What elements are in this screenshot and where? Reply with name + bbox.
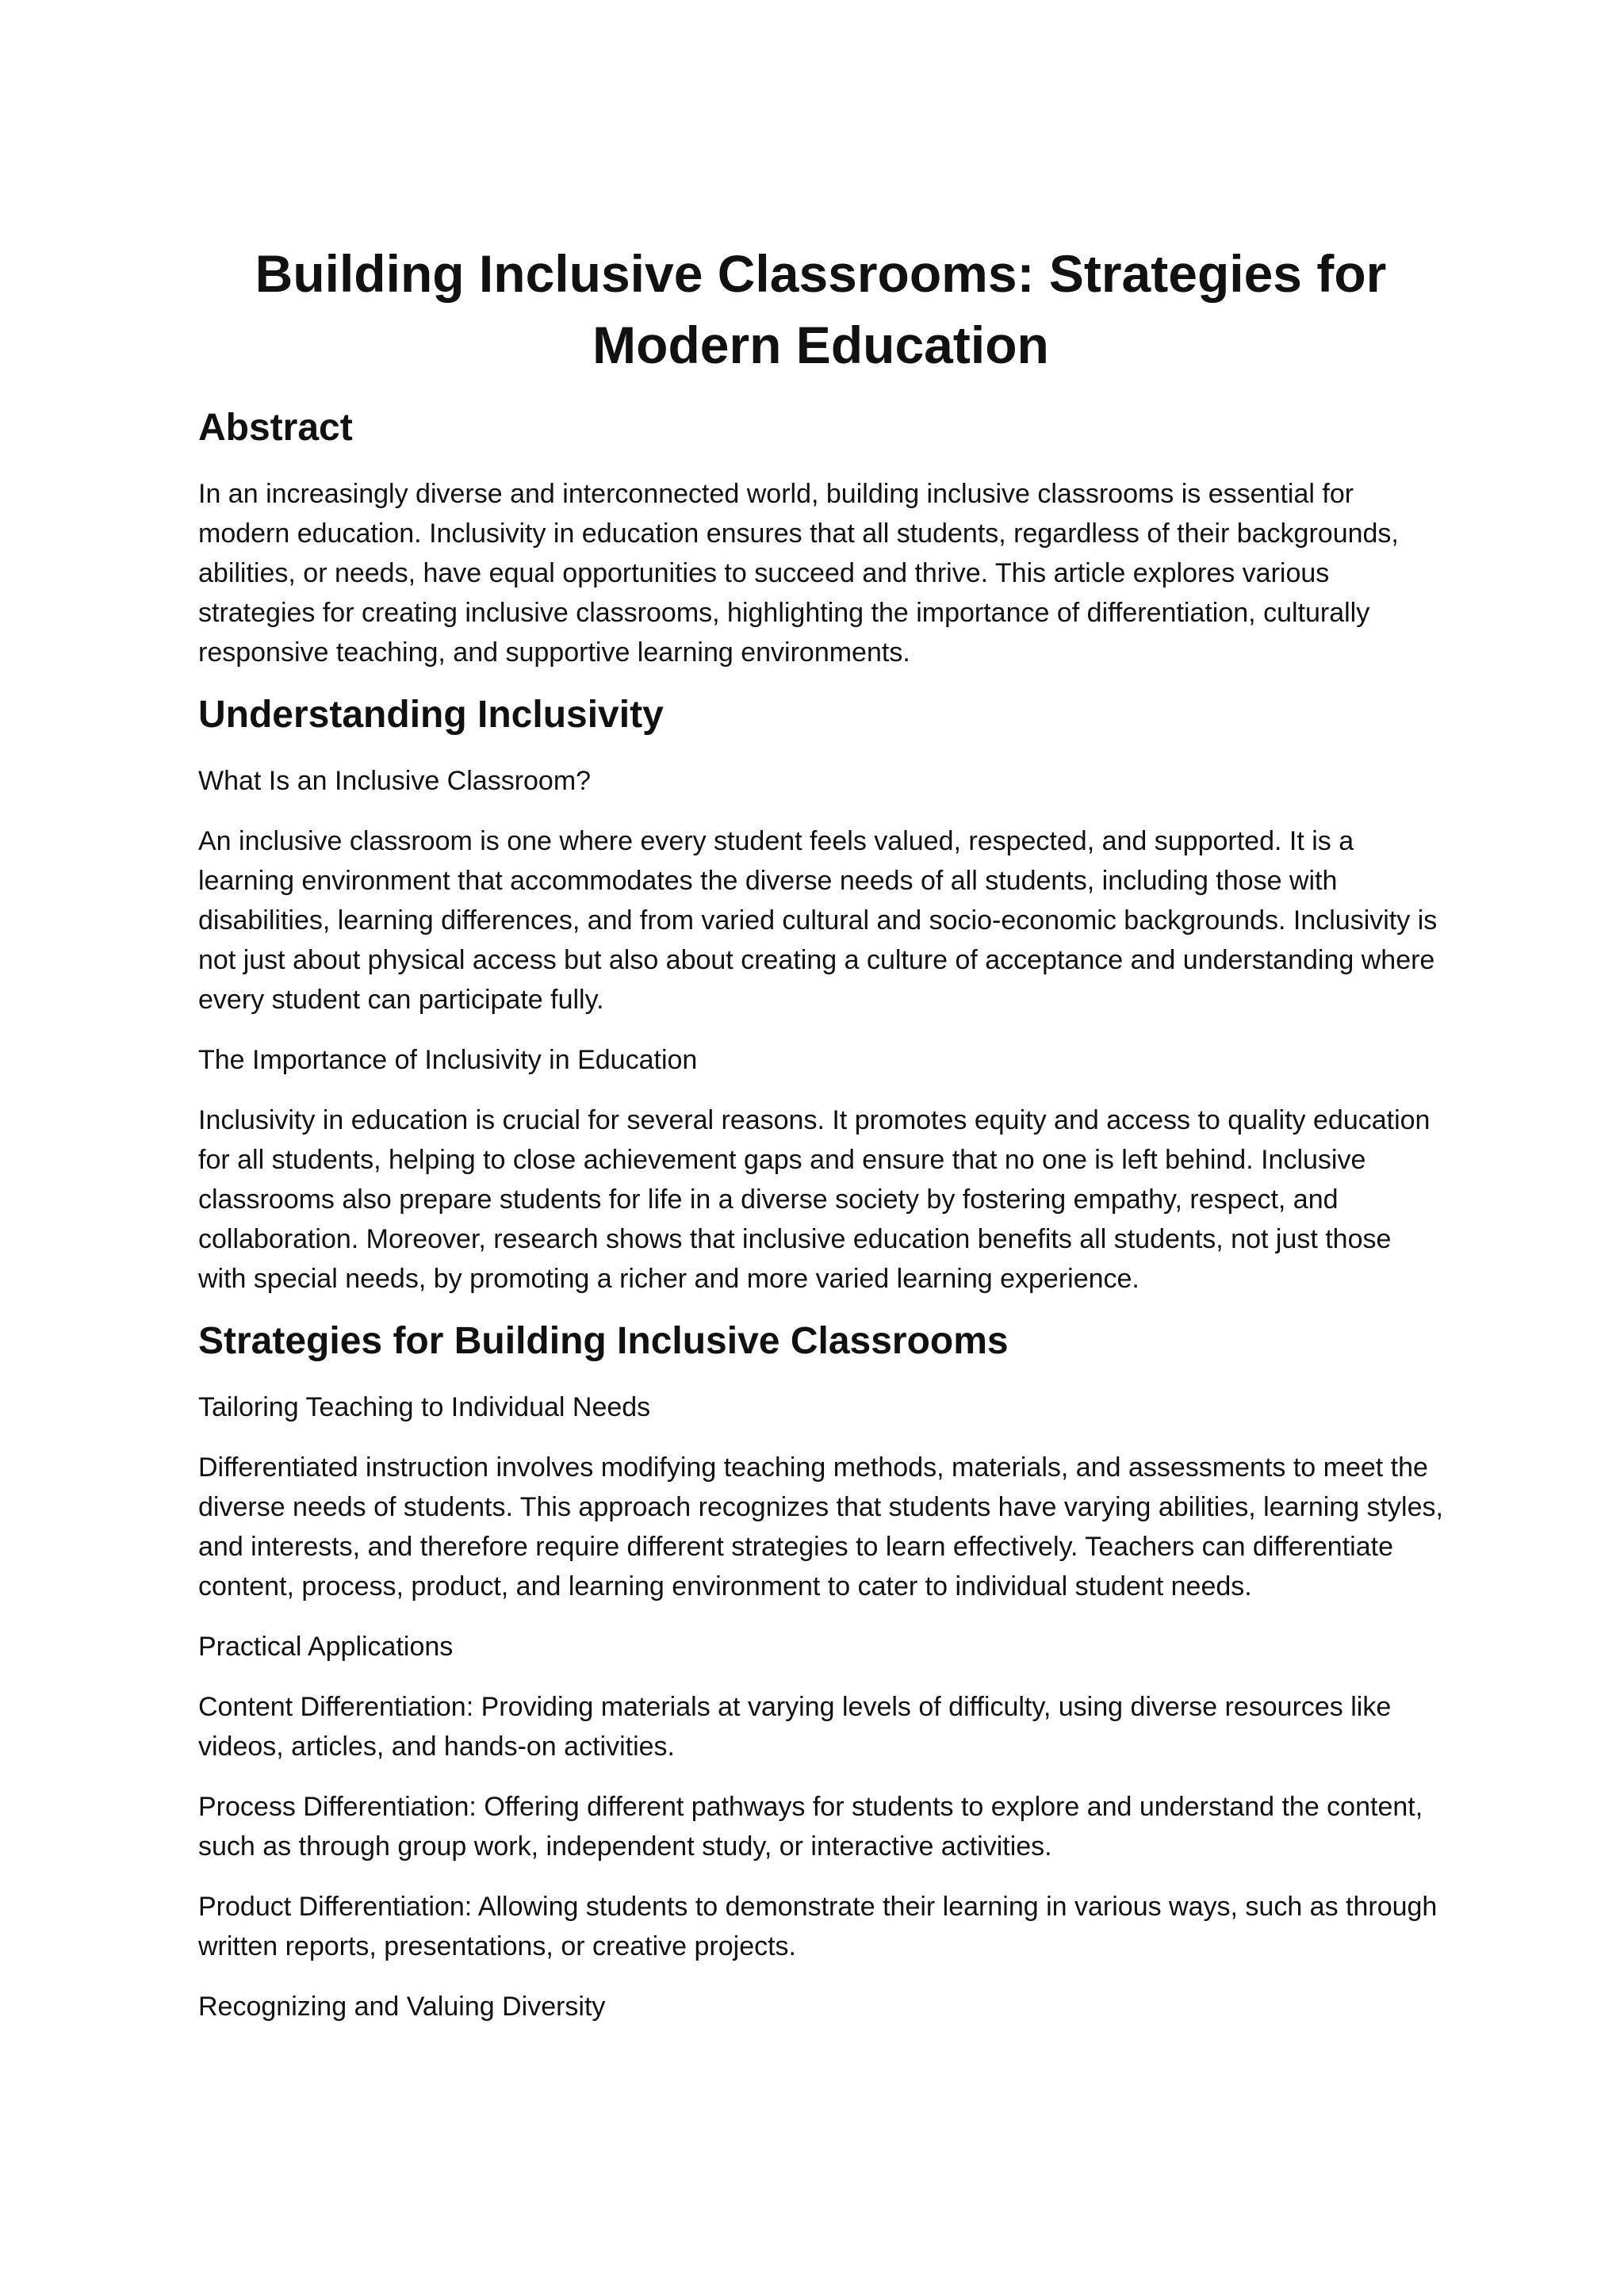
understanding-subheading-what: What Is an Inclusive Classroom?: [198, 766, 592, 796]
document-body: [198, 404, 1443, 2047]
understanding-paragraph-definition: An inclusive classroom is one where every student feels valued, respected, and supported. It is a learning environment that accommodates the diverse needs of all students, including those with disabilities, learning differences, and from varied cultural and socio-economic backgrounds. Inclusivity is not just about physical access but also about creating a culture of acceptance and understanding where every student can participate fully.: [198, 826, 1438, 1015]
content-differentiation-paragraph: Content Differentiation: Providing materials at varying levels of difficulty, using diverse resources like videos, articles, and hands-on activities.: [198, 1692, 1392, 1762]
abstract-paragraph: In an increasingly diverse and interconnected world, building inclusive classrooms is essential for modern education. Inclusivity in education ensures that all students, regardless of their backgrounds, abilities, or needs, have equal opportunities to succeed and thrive. This article explores various strategies for creating inclusive classrooms, highlighting the importance of differentiation, culturally responsive teaching, and supportive learning environments.: [198, 479, 1399, 668]
product-differentiation-paragraph: Product Differentiation: Allowing students to demonstrate their learning in various ways, such as through written reports, presentations, or creative projects.: [198, 1892, 1438, 1961]
understanding-subheading-importance: The Importance of Inclusivity in Education: [198, 1045, 698, 1075]
process-differentiation-paragraph: Process Differentiation: Offering different pathways for students to explore and understand the content, such as through group work, independent study, or interactive activities.: [198, 1792, 1423, 1862]
strategies-section: [198, 1318, 1443, 2026]
strategies-heading: Strategies for Building Inclusive Classrooms: [198, 1320, 1009, 1362]
document-title: Building Inclusive Classrooms: Strategies for Modern Education: [255, 244, 1387, 374]
strategies-paragraph-differentiated: Differentiated instruction involves modifying teaching methods, materials, and assessments to meet the diverse needs of students. This approach recognizes that students have varying abilities, learning styles, and interests, and therefore require different strategies to learn effectively. Teachers can differentiate content, process, product, and learning environment to cater to individual student needs.: [198, 1452, 1443, 1601]
abstract-section: [198, 404, 1443, 672]
understanding-paragraph-importance: Inclusivity in education is crucial for several reasons. It promotes equity and access to quality education for all students, helping to close achievement gaps and ensure that no one is left behind. Inclusive classrooms also prepare students for life in a diverse society by fostering empathy, respect, and collaboration. Moreover, research shows that inclusive education benefits all students, not just those with special needs, by promoting a richer and more varied learning experience.: [198, 1105, 1431, 1294]
strategies-subheading-diversity: Recognizing and Valuing Diversity: [198, 1992, 606, 2022]
strategies-subheading-tailoring: Tailoring Teaching to Individual Needs: [198, 1392, 651, 1422]
understanding-section: [198, 691, 1443, 1299]
strategies-subheading-practical: Practical Applications: [198, 1632, 454, 1662]
abstract-heading: Abstract: [198, 407, 353, 449]
understanding-heading: Understanding Inclusivity: [198, 694, 664, 736]
